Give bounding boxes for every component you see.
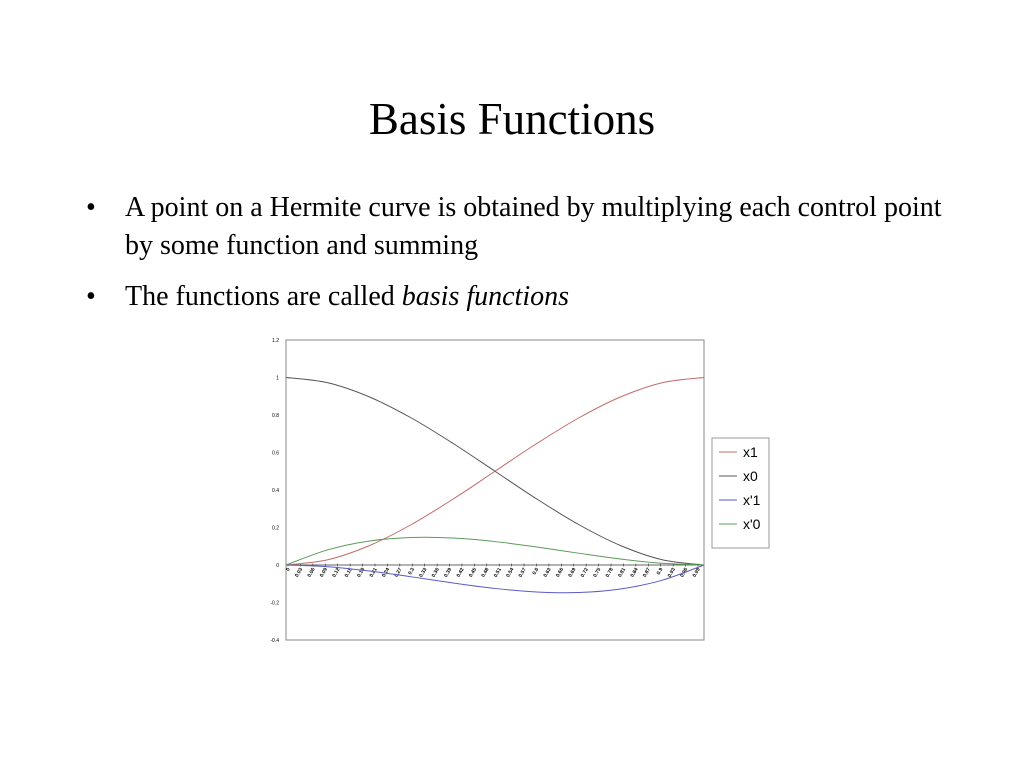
x-tick-label: 0.63 <box>542 567 553 579</box>
legend-label: x'1 <box>743 492 761 508</box>
x-tick-label: 0.12 <box>331 567 342 579</box>
x-tick-label: 0.75 <box>592 567 603 579</box>
x-tick-label: 0.24 <box>381 567 392 579</box>
bullet-dot: • <box>86 281 96 312</box>
y-tick-label: 0.4 <box>272 488 279 494</box>
legend-label: x'0 <box>743 516 761 532</box>
x-tick-label: 0.93 <box>666 567 677 579</box>
x-tick-label: 0.51 <box>492 567 503 579</box>
x-tick-label: 0.42 <box>455 567 466 579</box>
x-tick-label: 0.54 <box>505 567 516 579</box>
x-tick-label: 0.18 <box>356 567 367 579</box>
x-tick-label: 0.78 <box>604 567 615 579</box>
y-tick-label: 0.6 <box>272 450 279 457</box>
x-tick-label: 0.45 <box>468 567 479 579</box>
x-tick-label: 0.69 <box>567 567 578 579</box>
x-tick-label: 0.21 <box>368 567 379 579</box>
bullet-text: A point on a Hermite curve is obtained by multiplying each control point by some function and summing <box>125 192 942 261</box>
x-tick-label: 0.15 <box>343 567 354 579</box>
x-tick-label: 0.09 <box>318 567 330 579</box>
x-tick-label: 0.6 <box>531 567 541 577</box>
x-tick-label: 0.27 <box>393 567 404 579</box>
x-tick-label: 0 <box>285 567 292 573</box>
x-tick-label: 0.06 <box>306 567 317 579</box>
x-tick-label: 0.81 <box>617 567 628 579</box>
x-tick-label: 0.33 <box>418 567 429 579</box>
x-tick-label: 0.72 <box>579 567 590 579</box>
y-tick-label: 0 <box>276 563 279 569</box>
legend-label: x0 <box>743 468 758 484</box>
y-tick-label: -0.2 <box>270 600 279 607</box>
x-tick-label: 0.66 <box>555 567 566 579</box>
x-tick-label: 0.9 <box>655 567 665 577</box>
x-tick-label: 0.96 <box>679 567 690 579</box>
x-tick-label: 0.03 <box>294 567 305 579</box>
x-tick-label: 0.84 <box>629 567 640 579</box>
bullet-item <box>84 278 964 316</box>
bullet-text: The functions are called <box>125 281 402 312</box>
plot-area <box>286 340 704 640</box>
legend-label: x1 <box>743 444 758 460</box>
basis-functions-chart <box>262 334 782 646</box>
y-tick-label: 0.8 <box>272 413 279 419</box>
bullet-item <box>84 189 964 265</box>
y-tick-label: 0.2 <box>272 525 279 532</box>
y-tick-label: -0.4 <box>270 638 279 644</box>
bullet-emphasis: basis functions <box>401 281 569 312</box>
x-tick-label: 0.57 <box>517 567 528 579</box>
x-tick-label: 0.48 <box>480 567 491 579</box>
bullet-list <box>84 189 964 329</box>
x-tick-label: 0.87 <box>641 567 653 579</box>
bullet-dot: • <box>86 192 96 223</box>
y-tick-label: 1 <box>276 375 279 382</box>
slide-title: Basis Functions <box>368 94 656 144</box>
x-tick-label: 0.36 <box>430 567 441 579</box>
x-tick-label: 0.39 <box>443 567 454 579</box>
x-tick-label: 0.3 <box>407 567 416 577</box>
y-tick-label: 1.2 <box>272 338 279 344</box>
x-tick-label: 0.99 <box>691 567 702 579</box>
